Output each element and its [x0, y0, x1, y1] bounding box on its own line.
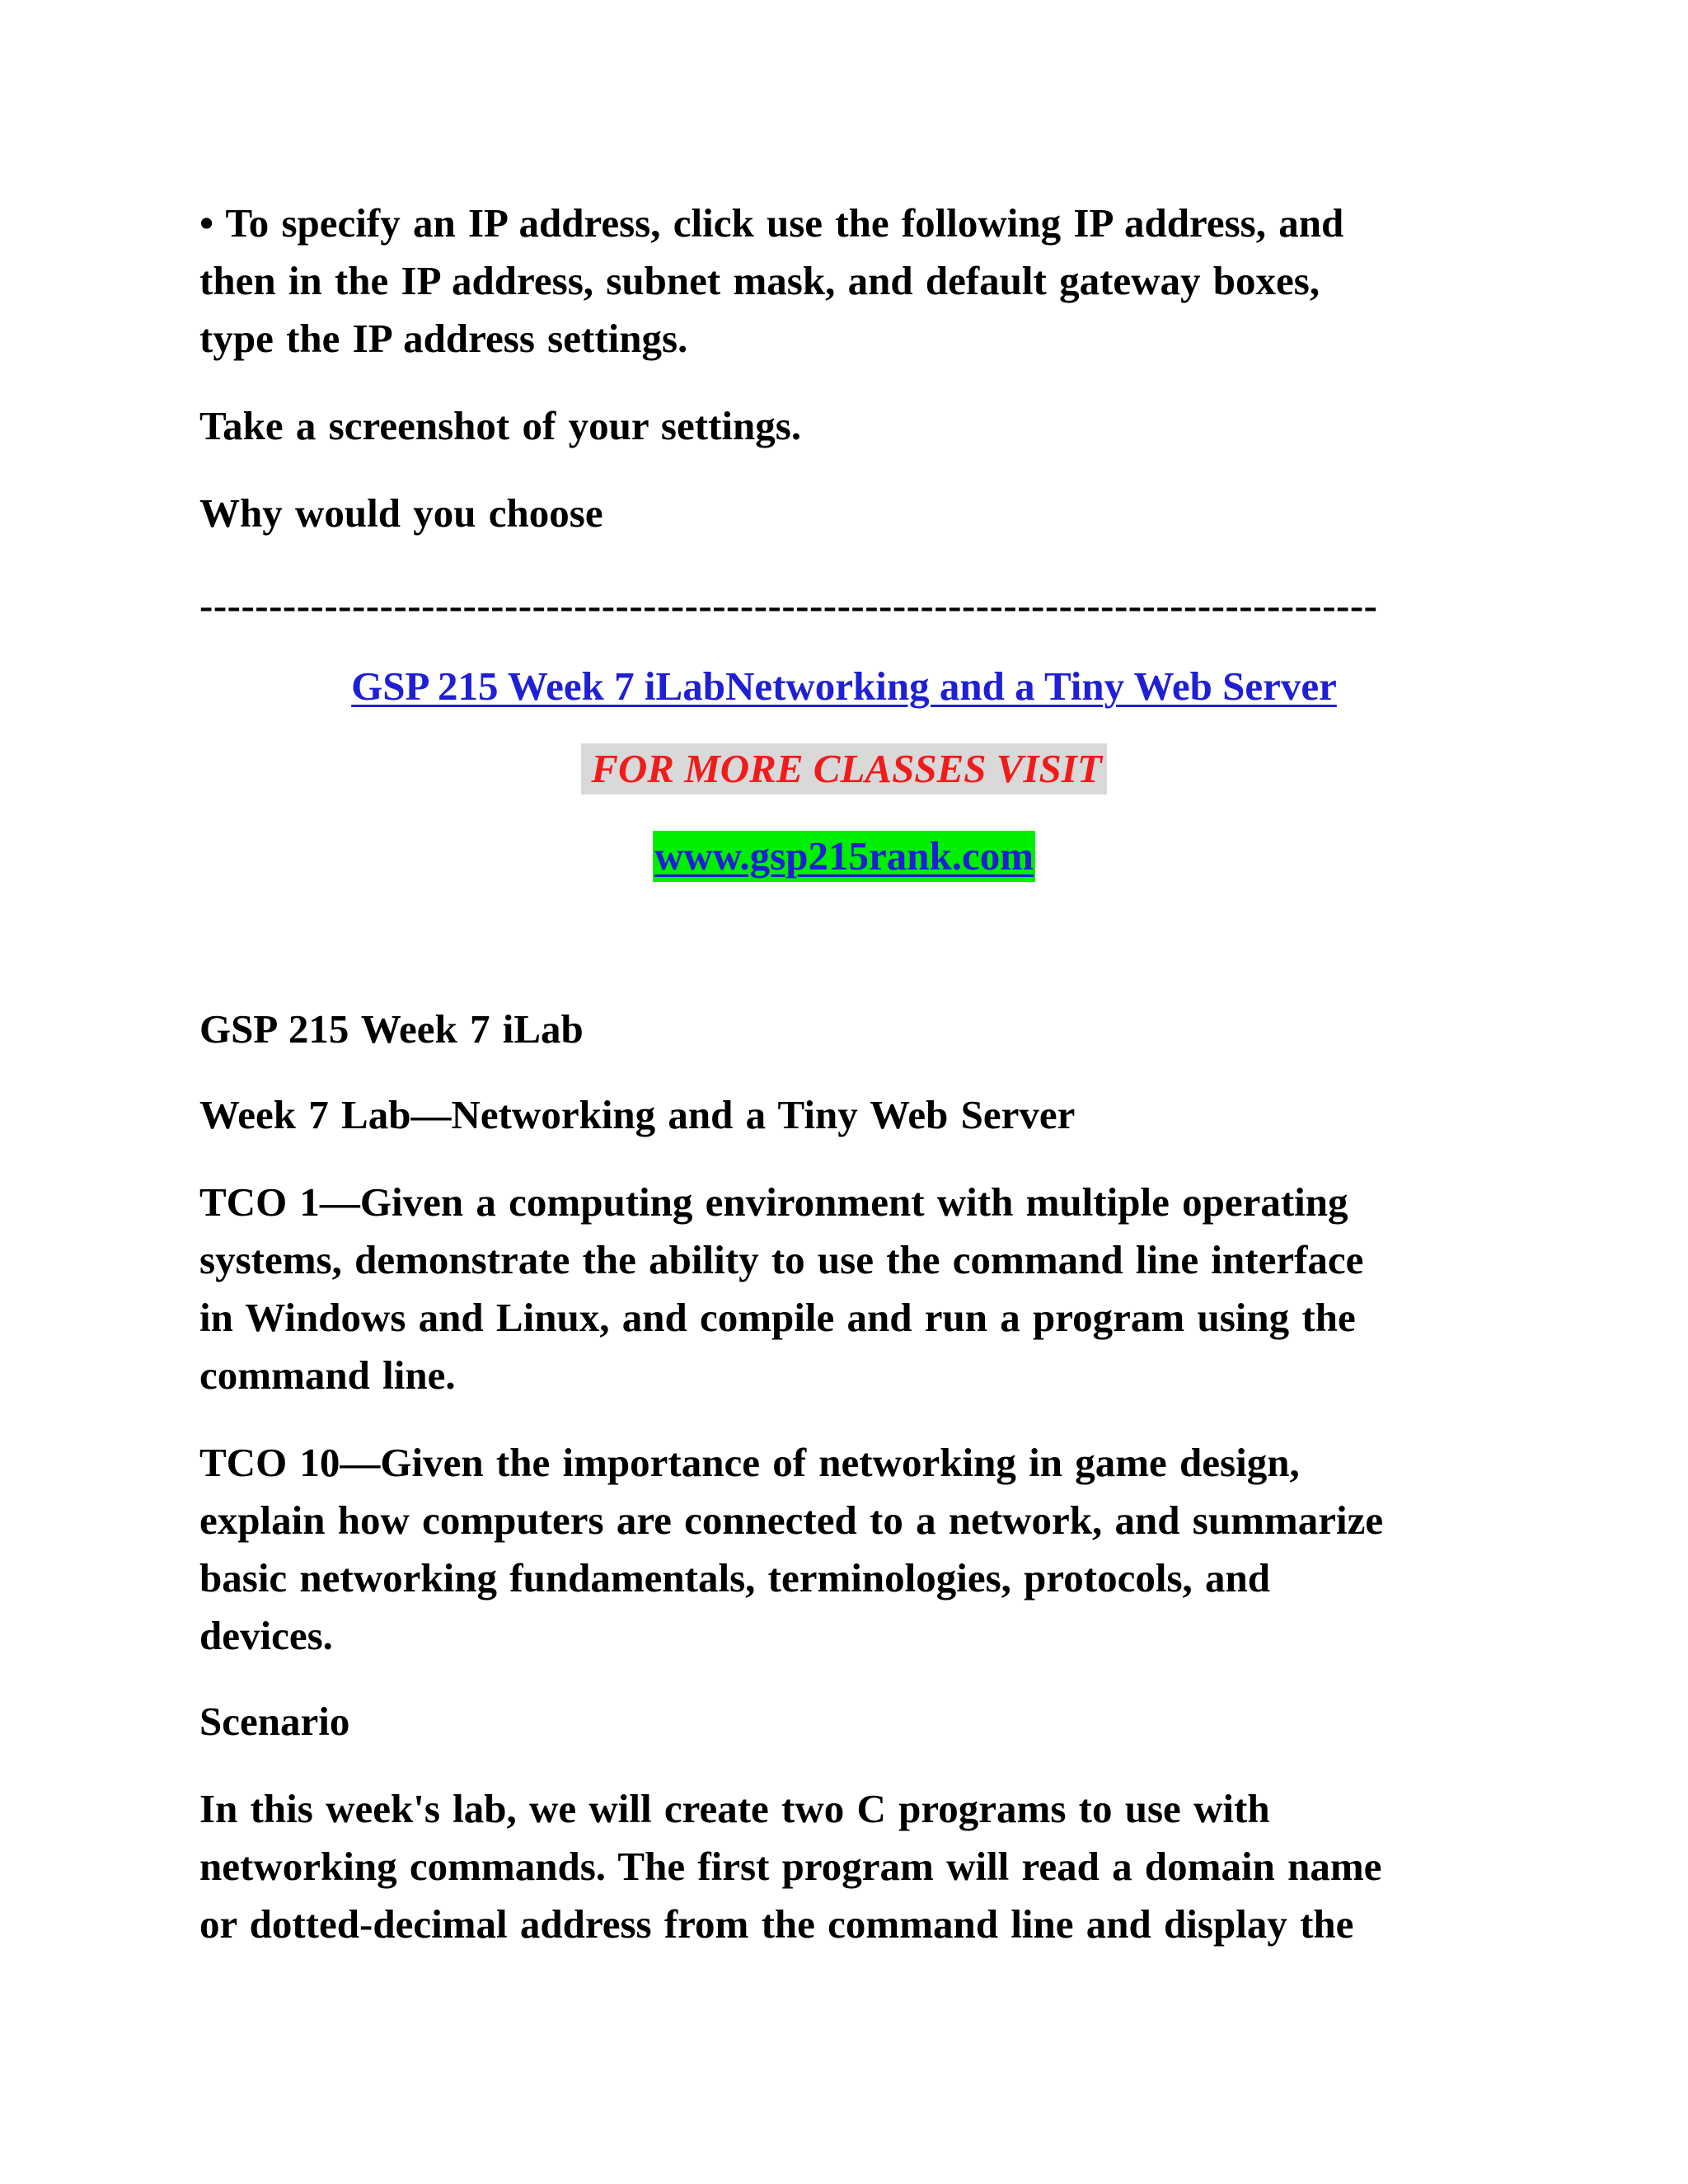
visit-banner-line — [0, 740, 1688, 798]
website-link[interactable]: www.gsp215rank.com — [653, 831, 1035, 882]
lab-subheading — [199, 1086, 1485, 1144]
text-line: Take a screenshot of your settings. — [199, 403, 802, 448]
text-line: Why would you choose — [199, 490, 603, 536]
text-line: or dotted-decimal address from the command line and display the — [199, 1901, 1354, 1947]
text-line: GSP 215 Week 7 iLab — [199, 1006, 584, 1052]
page-heading — [199, 1001, 1485, 1058]
text-line: devices. — [199, 1613, 333, 1658]
text-line: In this week's lab, we will create two C programs to use with — [199, 1786, 1270, 1831]
visit-banner: FOR MORE CLASSES VISIT — [581, 743, 1107, 794]
text-line: networking commands. The first program will read a domain name — [199, 1844, 1382, 1889]
scenario-heading — [199, 1693, 1485, 1750]
website-line — [0, 827, 1688, 885]
screenshot-note — [199, 397, 1485, 455]
text-line: • To specify an IP address, click use the following IP address, and — [199, 200, 1344, 246]
text-line: then in the IP address, subnet mask, and default gateway boxes, — [199, 258, 1320, 303]
text-line: in Windows and Linux, and compile and run a program using the — [199, 1295, 1356, 1340]
text-line: systems, demonstrate the ability to use the command line interface — [199, 1237, 1364, 1282]
text-line: TCO 10—Given the importance of networking in game design, — [199, 1440, 1300, 1485]
text-line: TCO 1—Given a computing environment with multiple operating — [199, 1179, 1348, 1225]
separator-line: ------------------------------------------------------------------------------------- — [199, 583, 1378, 628]
text-line: basic networking fundamentals, terminologies, protocols, and — [199, 1555, 1271, 1601]
course-link-line — [0, 658, 1688, 715]
text-line: command line. — [199, 1352, 456, 1398]
text-line: Week 7 Lab—Networking and a Tiny Web Server — [199, 1092, 1076, 1137]
course-link[interactable]: GSP 215 Week 7 iLabNetworking and a Tiny Web Server — [351, 663, 1337, 709]
tco10-paragraph — [199, 1434, 1485, 1665]
question-text — [199, 485, 1485, 542]
ip-instructions-paragraph — [199, 194, 1485, 368]
scenario-paragraph — [199, 1780, 1485, 1953]
text-line: Scenario — [199, 1699, 350, 1744]
text-line: explain how computers are connected to a network, and summarize — [199, 1497, 1384, 1543]
tco1-paragraph — [199, 1174, 1485, 1404]
text-line: type the IP address settings. — [199, 316, 688, 361]
